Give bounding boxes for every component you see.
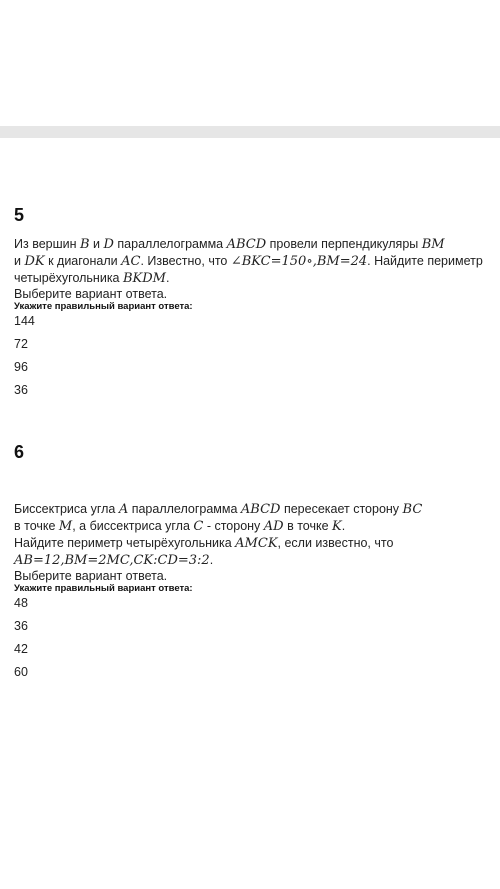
answer-options: [14, 596, 490, 688]
answer-prompt: Укажите правильный вариант ответа:: [14, 583, 193, 594]
math-expression: BKDM: [122, 271, 166, 286]
text-fragment: и: [14, 254, 25, 268]
answer-instruction: Выберите вариант ответа.: [14, 569, 168, 583]
question-5: [14, 204, 490, 406]
answer-option[interactable]: 42: [14, 642, 28, 656]
answer-option[interactable]: 144: [14, 314, 35, 328]
text-fragment: , а биссектриса угла: [72, 519, 194, 533]
math-expression: M: [58, 519, 73, 534]
text-fragment: в точке: [14, 519, 59, 533]
text-fragment: Из вершин: [14, 237, 80, 251]
answer-prompt: Укажите правильный вариант ответа:: [14, 301, 193, 312]
math-expression: AD: [263, 519, 284, 534]
math-expression: AB=12,BM=2MC,CK:CD=3:2: [14, 553, 210, 568]
math-expression: A: [118, 502, 129, 517]
answer-option[interactable]: 72: [14, 337, 28, 351]
math-expression: ABCD: [240, 502, 281, 517]
math-expression: C: [193, 519, 204, 534]
text-fragment: - сторону: [203, 519, 264, 533]
text-fragment: провели перпендикуляры: [266, 237, 422, 251]
answer-option[interactable]: 48: [14, 596, 28, 610]
text-fragment: параллелограмма: [128, 502, 241, 516]
math-expression: ABCD: [226, 237, 267, 252]
math-expression: AC: [121, 254, 141, 269]
math-expression: ∠BKC=150∘,BM=24: [230, 254, 368, 269]
answer-option[interactable]: 36: [14, 619, 28, 633]
text-fragment: . Найдите периметр: [367, 254, 483, 268]
text-fragment: четырёхугольника: [14, 271, 123, 285]
answer-instruction: Выберите вариант ответа.: [14, 287, 168, 301]
math-expression: B: [79, 237, 90, 252]
text-fragment: параллелограмма: [113, 237, 227, 251]
answer-options: [14, 314, 490, 406]
text-fragment: в точке: [283, 519, 333, 533]
text-fragment: пересекает сторону: [280, 502, 403, 516]
math-expression: D: [103, 237, 114, 252]
question-text: [14, 501, 490, 569]
text-fragment: .: [209, 553, 214, 567]
math-expression: AMCK: [235, 536, 278, 551]
math-expression: BM: [421, 237, 445, 252]
answer-option[interactable]: 96: [14, 360, 28, 374]
text-fragment: . Известно, что: [140, 254, 231, 268]
text-fragment: Найдите периметр четырёхугольника: [14, 536, 236, 550]
text-fragment: к диагонали: [44, 254, 122, 268]
text-fragment: .: [341, 519, 346, 533]
text-fragment: и: [89, 237, 104, 251]
question-number: 5: [14, 205, 25, 225]
math-expression: DK: [24, 254, 45, 269]
text-fragment: , если известно, что: [277, 536, 394, 550]
answer-option[interactable]: 60: [14, 665, 28, 679]
text-fragment: Биссектриса угла: [14, 502, 119, 516]
question-6: [14, 441, 490, 688]
question-text: [14, 236, 490, 287]
math-expression: BC: [402, 502, 423, 517]
question-number: 6: [14, 442, 25, 462]
top-divider-bar: [0, 126, 500, 138]
math-expression: K: [332, 519, 342, 534]
text-fragment: .: [165, 271, 170, 285]
answer-option[interactable]: 36: [14, 383, 28, 397]
